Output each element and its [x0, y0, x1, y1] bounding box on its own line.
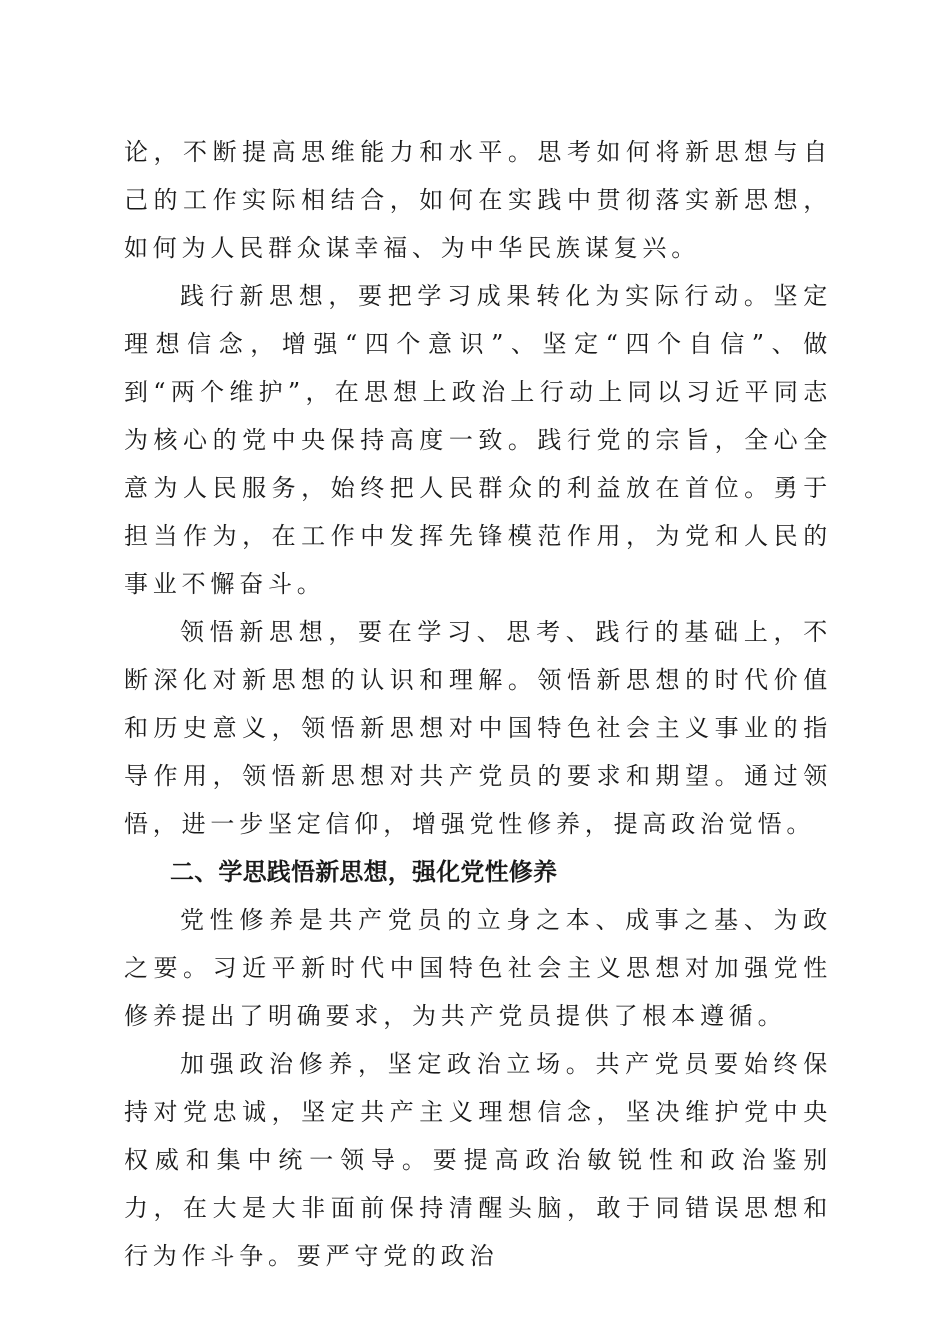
paragraph-comprehend: 领悟新思想，要在学习、思考、践行的基础上，不断深化对新思想的认识和理解。领悟新思想的时代价值和历史意义，领悟新思想对中国特色社会主义事业的指导作用，领悟新思想对共产党员的要求和期望。通过领悟，进一步坚定信仰，增强党性修养，提高政治觉悟。	[124, 618, 832, 838]
paragraph-continuation: 论，不断提高思维能力和水平。思考如何将新思想与自己的工作实际相结合，如何在实践中贯彻落实新思想，如何为人民群众谋幸福、为中华民族谋复兴。	[124, 138, 832, 262]
paragraph-political-cultivation: 加强政治修养，坚定政治立场。共产党员要始终保持对党忠诚，坚定共产主义理想信念，坚决维护党中央权威和集中统一领导。要提高政治敏锐性和政治鉴别力，在大是大非面前保持清醒头脑，敢于同错误思想和行为作斗争。要严守党的政治	[124, 1050, 832, 1270]
paragraph-practice: 践行新思想，要把学习成果转化为实际行动。坚定理想信念，增强“四个意识”、坚定“四个自信”、做到“两个维护”，在思想上政治上行动上同以习近平同志为核心的党中央保持高度一致。践行党的宗旨，全心全意为人民服务，始终把人民群众的利益放在首位。勇于担当作为，在工作中发挥先锋模范作用，为党和人民的事业不懈奋斗。	[124, 282, 832, 598]
paragraph-party-spirit: 党性修养是共产党员的立身之本、成事之基、为政之要。习近平新时代中国特色社会主义思想对加强党性修养提出了明确要求，为共产党员提供了根本遵循。	[124, 906, 832, 1030]
document-body	[124, 128, 832, 1280]
section-heading: 二、学思践悟新思想，强化党性修养	[170, 858, 558, 886]
